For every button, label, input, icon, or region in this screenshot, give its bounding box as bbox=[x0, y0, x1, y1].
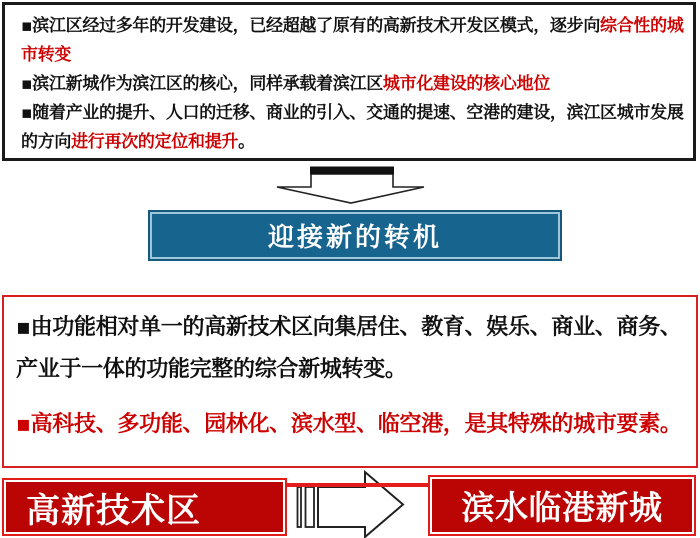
bullet-text-black: ▪滨江区经过多年的开发建设，已经超越了原有的高新技术开发区模式，逐步向 bbox=[21, 16, 601, 36]
bullet-text-tail: 。 bbox=[238, 132, 255, 152]
bullet-text-red: 综合性的城市转变 bbox=[21, 16, 684, 65]
bullet-item bbox=[21, 99, 691, 157]
bullet-item bbox=[21, 70, 691, 99]
bullet-text-red: 城市化建设的核心地位 bbox=[382, 74, 550, 94]
bullet-text-red: 进行再次的定位和提升 bbox=[71, 132, 239, 152]
top-info-box bbox=[2, 2, 696, 161]
striped-right-arrow-icon bbox=[288, 456, 418, 538]
bullet-item bbox=[21, 12, 691, 70]
high-tech-zone-box bbox=[2, 478, 287, 536]
bullet-text-black: ▪滨江新城作为滨江区的核心，同样承载着滨江区 bbox=[21, 74, 383, 94]
bullet-text-black: ▪随着产业的提升、人口的迁移、商业的引入、交通的提速、空港的建设，滨江区城市发展的方向 bbox=[21, 103, 684, 152]
waterfront-city-label: 滨水临港新城 bbox=[461, 488, 663, 527]
red-connector-line bbox=[285, 483, 430, 487]
middle-description-box bbox=[2, 295, 698, 468]
middle-black-paragraph: ▪由功能相对单一的高新技术区向集居住、教育、娱乐、商业、商务、产业于一体的功能完整的综合新城转变。 bbox=[16, 315, 682, 382]
down-arrow-icon bbox=[250, 160, 440, 210]
transition-banner bbox=[148, 210, 562, 261]
transition-banner-label: 迎接新的转机 bbox=[267, 223, 442, 253]
middle-red-paragraph: ▪高科技、多功能、园林化、滨水型、临空港，是其特殊的城市要素。 bbox=[16, 412, 682, 437]
high-tech-zone-label: 高新技术区 bbox=[26, 490, 201, 531]
waterfront-city-box bbox=[428, 475, 696, 536]
